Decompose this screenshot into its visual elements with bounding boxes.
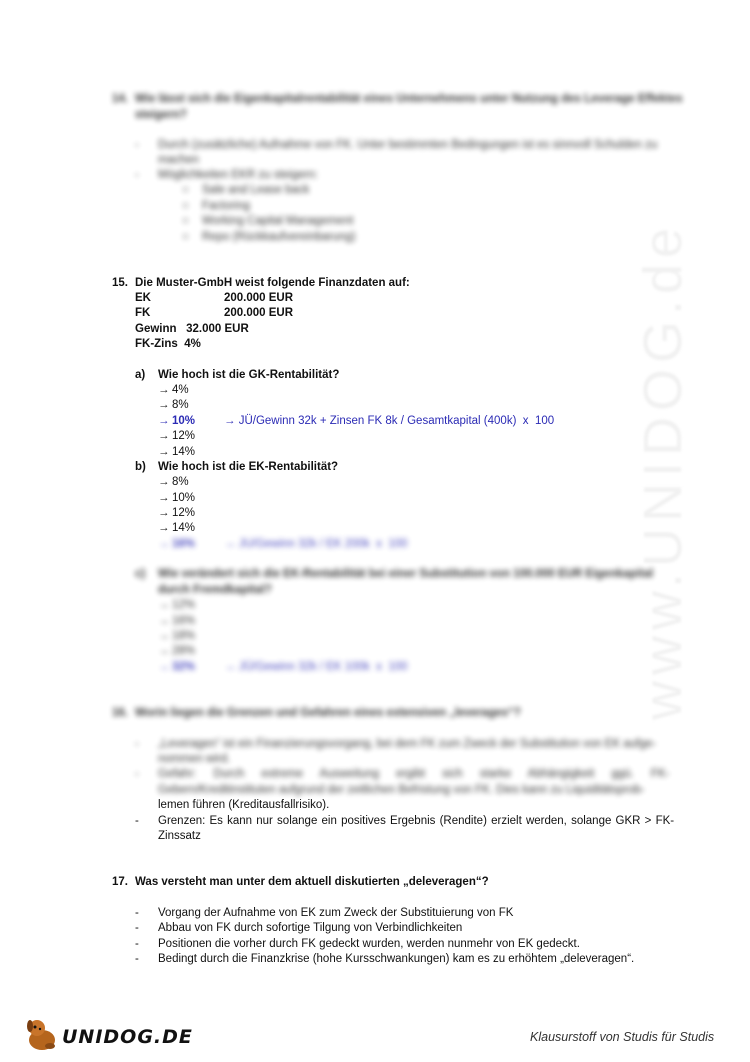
q14-sub-circle: ○	[182, 231, 189, 243]
q17-dash: -	[135, 922, 139, 934]
q15a-answer: 10%	[172, 415, 196, 427]
q14-title-line2: steigern?	[135, 109, 187, 121]
q16-bullet3-line1: Grenzen: Es kann nur solange ein positives Ergebnis (Rendite) erzielt werden, solange GKR > FK-	[158, 815, 675, 827]
q14-sub-circle: ○	[182, 215, 189, 227]
q17-dash: -	[135, 938, 139, 950]
q16-bullet3-line2: Zinssatz	[158, 830, 201, 842]
arrow-icon: →	[158, 645, 170, 657]
q15-ek-value: 200.000 EUR	[224, 292, 294, 304]
q15c-label: c)	[135, 568, 146, 580]
q15a-option: 14%	[172, 446, 196, 458]
q16-dash: -	[135, 768, 139, 780]
q16-bullet2-line1: Gefahr: Durch extreme Ausweitung ergibt sich starke Abhängigkeit ggü. FK-	[158, 768, 670, 780]
q17-bullet: Bedingt durch die Finanzkrise (hohe Kursschwankungen) kam es zu erhöhtem „deleveragen“.	[158, 953, 635, 965]
q17-title: Was versteht man unter dem aktuell diskutierten „deleveragen“?	[135, 876, 489, 888]
arrow-icon: →	[158, 615, 170, 627]
q16-dash: -	[135, 815, 139, 827]
q16-bullet1-line2: nommen wird.	[158, 753, 231, 765]
q15c-answer: 32%	[172, 661, 196, 673]
q16-bullet1-line1: „Leveragen“ ist ein Finanzierungsvorgang, bei dem FK zum Zweck der Substitution von EK aufge-	[158, 738, 656, 750]
arrow-icon: →	[158, 399, 170, 411]
q15-ek-label: EK	[135, 292, 151, 304]
q16-bullet2-line2: Gebern/Kreditinstituten aufgrund der zeitlichen Befristung von FK. Dies kann zu Liquiditätsprob-	[158, 784, 645, 796]
q15-gewinn: Gewinn 32.000 EUR	[135, 323, 249, 335]
q17-bullet: Vorgang der Aufnahme von EK zum Zweck der Substituierung von FK	[158, 907, 514, 919]
arrow-icon: →	[158, 538, 170, 550]
q15c-answer-note: → JÜ/Gewinn 32k / EK 100k x 100	[224, 661, 408, 673]
q17-bullet: Positionen die vorher durch FK gedeckt wurden, werden nunmehr von EK gedeckt.	[158, 938, 580, 950]
q15b-option: 8%	[172, 476, 189, 488]
q17-bullet: Abbau von FK durch sofortige Tilgung von Verbindlichkeiten	[158, 922, 463, 934]
q17-number: 17.	[112, 876, 128, 888]
q15b-option: 14%	[172, 522, 196, 534]
q15c-option: 28%	[172, 645, 196, 657]
q17-dash: -	[135, 907, 139, 919]
q15a-answer-note: → JÜ/Gewinn 32k + Zinsen FK 8k / Gesamtkapital (400k) x 100	[224, 415, 555, 427]
q15-fk-value: 200.000 EUR	[224, 307, 294, 319]
q14-sub-item: Factoring	[202, 200, 250, 212]
arrow-icon: →	[158, 430, 170, 442]
q16-bullet2-line3: lemen führen (Kreditausfallrisiko).	[158, 799, 330, 811]
dog-icon	[22, 1016, 62, 1052]
q14-dash-1: -	[135, 139, 139, 151]
watermark: www.UNIDOG.de	[633, 221, 693, 720]
q15a-label: a)	[135, 369, 146, 381]
unidog-logo	[22, 1016, 193, 1052]
q16-title: Worin liegen die Grenzen und Gefahren eines extensiven „leverages“?	[135, 707, 521, 719]
q15-fk-zins: FK-Zins 4%	[135, 338, 201, 350]
arrow-icon: →	[158, 492, 170, 504]
arrow-icon: →	[158, 446, 170, 458]
arrow-icon: →	[158, 507, 170, 519]
q15a-question: Wie hoch ist die GK-Rentabilität?	[158, 369, 340, 381]
q14-number: 14.	[112, 93, 128, 105]
q15a-option: 12%	[172, 430, 196, 442]
arrow-icon: →	[158, 522, 170, 534]
q15a-option: 8%	[172, 399, 189, 411]
q15-title: Die Muster-GmbH weist folgende Finanzdaten auf:	[135, 277, 410, 289]
q14-bullet1-line1: Durch (zusätzliche) Aufnahme von FK. Unter bestimmten Bedingungen ist es sinnvoll Schulden zu	[158, 139, 658, 151]
q14-sub-circle: ○	[182, 184, 189, 196]
q15b-answer: 16%	[172, 538, 196, 550]
q14-bullet2: Möglichkeiten EKR zu steigern:	[158, 169, 318, 181]
logo-text: UNIDOG.DE	[62, 1026, 193, 1048]
q14-sub-item: Sale and Lease back	[202, 184, 310, 196]
q15c-option: 18%	[172, 630, 196, 642]
q14-sub-item: Working Capital Management	[202, 215, 354, 227]
q16-dash: -	[135, 738, 139, 750]
q14-sub-circle: ○	[182, 200, 189, 212]
q15b-label: b)	[135, 461, 146, 473]
q15b-option: 10%	[172, 492, 196, 504]
q15c-option: 12%	[172, 599, 196, 611]
q15b-question: Wie hoch ist die EK-Rentabilität?	[158, 461, 339, 473]
arrow-icon: →	[158, 599, 170, 611]
q15a-option: 4%	[172, 384, 189, 396]
q16-number: 16.	[112, 707, 128, 719]
q17-dash: -	[135, 953, 139, 965]
arrow-icon: →	[158, 384, 170, 396]
q14-title-line1: Wie lässt sich die Eigenkapitalrentabilität eines Unternehmens unter Nutzung des Leverage Effektes	[135, 93, 683, 105]
arrow-icon: →	[158, 661, 170, 673]
q15c-question-line1: Wie verändert sich die EK-Rentabilität bei einer Substitution von 100.000 EUR Eigenkapital	[158, 568, 654, 580]
arrow-icon: →	[158, 476, 170, 488]
q15b-option: 12%	[172, 507, 196, 519]
q15b-answer-note: → JÜ/Gewinn 32k / EK 200k x 100	[224, 538, 408, 550]
q14-dash-2: -	[135, 169, 139, 181]
q15-number: 15.	[112, 277, 128, 289]
q15c-option: 16%	[172, 615, 196, 627]
q15-fk-label: FK	[135, 307, 151, 319]
footer-tagline: Klausurstoff von Studis für Studis	[530, 1030, 715, 1044]
arrow-icon: →	[158, 630, 170, 642]
q14-sub-item: Repo (Rückkaufvereinbarung)	[202, 231, 356, 243]
arrow-icon: →	[158, 415, 170, 427]
q14-bullet1-line2: machen	[158, 154, 199, 166]
q15c-question-line2: durch Fremdkapital?	[158, 584, 272, 596]
